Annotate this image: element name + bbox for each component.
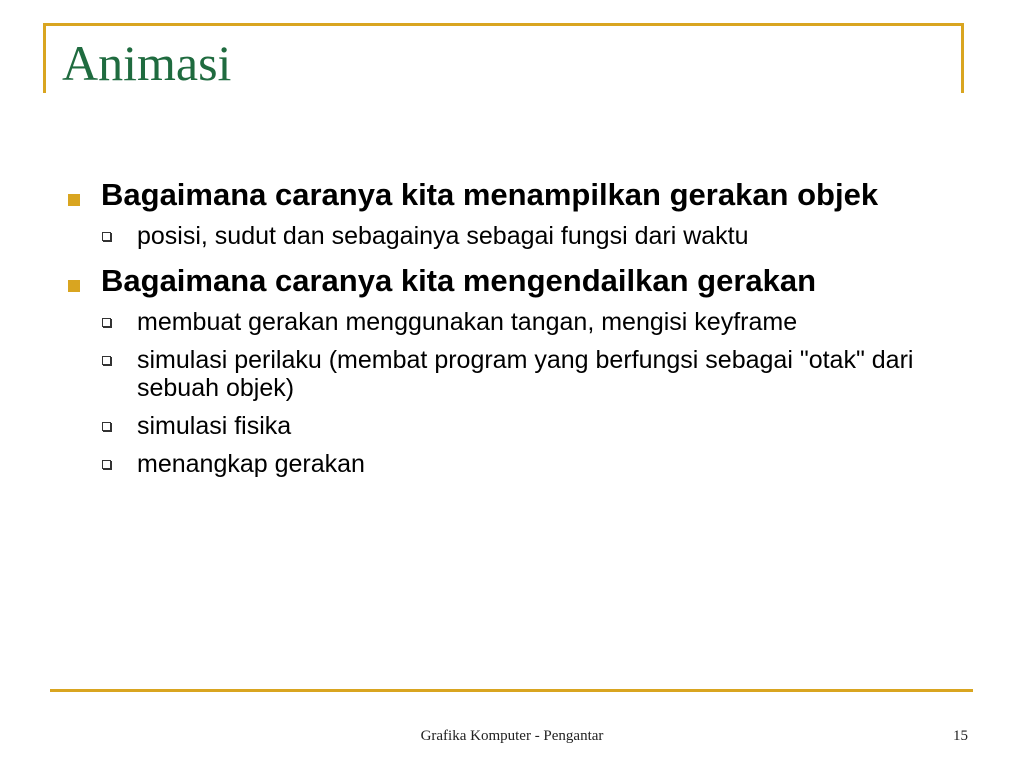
footer-rule <box>50 689 973 692</box>
sub-bullet-text: posisi, sudut dan sebagainya sebagai fungsi dari waktu <box>137 222 749 250</box>
sub-bullet-text: menangkap gerakan <box>137 450 365 478</box>
hollow-box-bullet-icon <box>102 422 111 431</box>
hollow-box-bullet-icon <box>102 460 111 469</box>
frame-top-rule <box>43 23 964 26</box>
sub-bullet-item-2-4 <box>62 450 982 478</box>
sub-bullet-item-1-1 <box>62 222 982 250</box>
sub-bullet-item-2-2 <box>62 346 982 402</box>
hollow-box-bullet-icon <box>102 318 111 327</box>
page-number: 15 <box>953 728 968 744</box>
sub-bullet-text: membuat gerakan menggunakan tangan, mengisi keyframe <box>137 308 798 336</box>
square-bullet-icon <box>68 194 80 206</box>
sub-bullet-text: simulasi perilaku (membat program yang berfungsi sebagai "otak" dari sebuah objek) <box>137 346 914 402</box>
bullet-text: Bagaimana caranya kita menampilkan gerakan objek <box>101 177 879 212</box>
bullet-text: Bagaimana caranya kita mengendailkan gerakan <box>101 263 817 298</box>
frame-left-rule <box>43 23 46 93</box>
sub-bullet-item-2-1 <box>62 308 982 336</box>
bullet-item-2 <box>62 264 982 298</box>
sub-bullet-item-2-3 <box>62 412 982 440</box>
footer-text: Grafika Komputer - Pengantar <box>420 728 604 744</box>
bullet-item-1 <box>62 178 982 212</box>
frame-right-rule <box>961 23 964 93</box>
hollow-box-bullet-icon <box>102 356 111 365</box>
slide-title: Animasi <box>62 35 232 91</box>
square-bullet-icon <box>68 280 80 292</box>
hollow-box-bullet-icon <box>102 232 111 241</box>
sub-bullet-text: simulasi fisika <box>137 412 292 440</box>
bullet-list <box>62 178 982 478</box>
